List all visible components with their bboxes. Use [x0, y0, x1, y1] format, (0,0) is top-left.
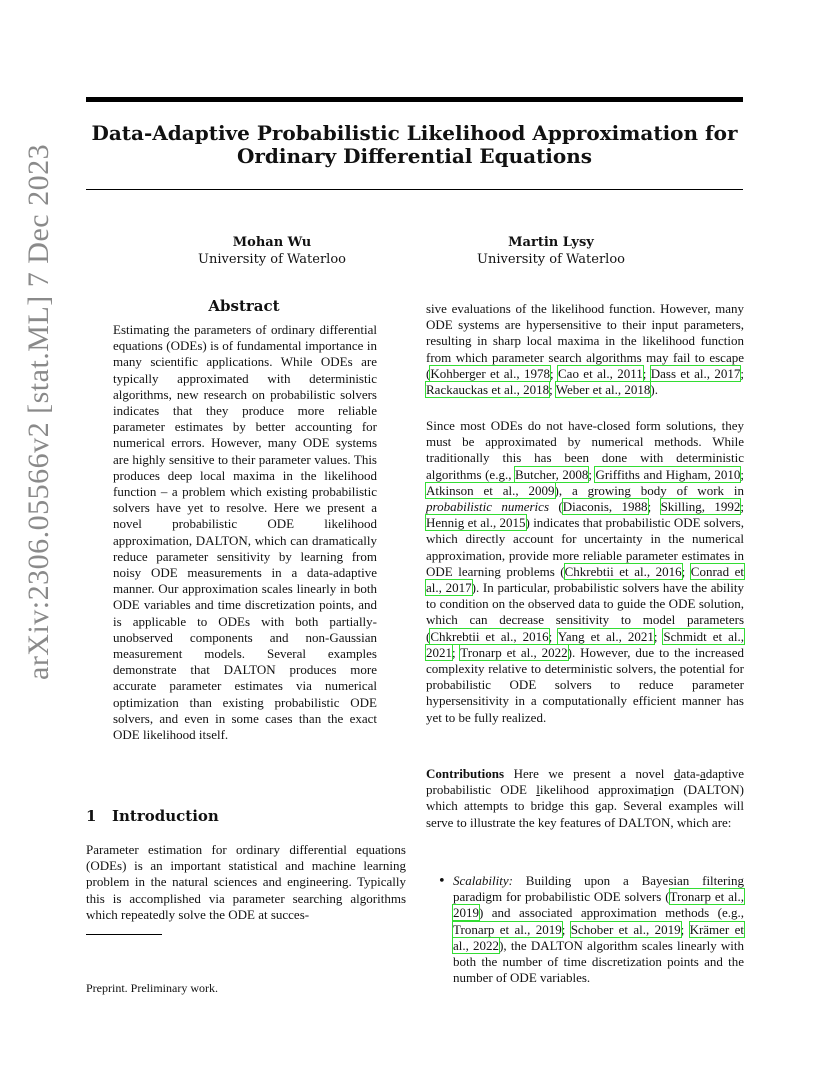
- right-column-paragraph-2: Since most ODEs do not have-closed form solutions, they must be approximated by numerical methods. While traditionally this has been done with deterministic algorithms (e.g., Butcher, 2008; Griffiths and Higham, 2010; Atkinson et al., 2009), a growing body of work in probabilistic numerics (Diaconis, 1988; Skilling, 1992; Hennig et al., 2015) indicates that probabilistic ODE solvers, which directly account for uncertainty in the numerical approximation, provide more reliable parameter estimates in ODE learning problems (Chkrebtii et al., 2016; Conrad et al., 2017). In particular, probabilistic solvers have the ability to condition on the observed data to guide the ODE solution, which can decrease sensitivity to model parameters (Chkrebtii et al., 2016; Yang et al., 2021; Schmidt et al., 2021; Tronarp et al., 2022). However, due to the increased complexity relative to deterministic solvers, the potential for probabilistic ODE solvers to reduce parameter hypersensitivity in a computationally efficient manner has yet to be fully realized.: [426, 418, 744, 725]
- footnote: Preprint. Preliminary work.: [86, 981, 218, 995]
- author-name: Martin Lysy: [508, 235, 594, 250]
- title-bottom-rule: [86, 189, 743, 190]
- citation-link[interactable]: Tronarp et al., 2019: [453, 921, 562, 937]
- author-affiliation: University of Waterloo: [477, 252, 625, 267]
- bullet-item-scalability: Scalability: Building upon a Bayesian filtering paradigm for probabilistic ODE solvers (Tronarp et al., 2019) and associated approximation methods (e.g., Tronarp et al., 2019; Schober et al., 2019; Krämer et al., 2022), the DALTON algorithm scales linearly with both the number of time discretization points and the number of ODE variables.: [453, 873, 744, 986]
- citation-link[interactable]: Cao et al., 2011: [558, 365, 643, 381]
- abstract-heading: Abstract: [208, 297, 280, 315]
- citation-link[interactable]: Krämer et al., 2022: [453, 921, 744, 953]
- citation-link[interactable]: Rackauckas et al., 2018: [426, 382, 550, 398]
- citation-link[interactable]: Schober et al., 2019: [570, 921, 681, 937]
- citation-link[interactable]: Hennig et al., 2015: [426, 515, 526, 531]
- contributions-lead: Contributions: [426, 766, 505, 781]
- author-affiliation: University of Waterloo: [198, 252, 346, 267]
- citation-link[interactable]: Tronarp et al., 2019: [453, 889, 744, 921]
- emphasis-text: probabilistic numerics: [426, 499, 549, 515]
- citation-link[interactable]: Dass et al., 2017: [650, 365, 741, 381]
- citation-link[interactable]: Yang et al., 2021: [557, 628, 654, 644]
- citation-link[interactable]: Chkrebtii et al., 2016: [430, 628, 549, 644]
- abstract-text: Estimating the parameters of ordinary differential equations (ODEs) is of fundamental importance in many scientific applications. While ODEs are typically approximated with deterministic algorithms, new research on probabilistic solvers indicates that they produce more reliable parameter estimates by better accounting for numerical errors. However, many ODE systems are highly sensitive to their parameter values. This produces deep local maxima in the likelihood function – a problem which existing probabilistic solvers have yet to resolve. Here we present a novel probabilistic ODE likelihood approximation, DALTON, which can dramatically reduce parameter sensitivity by learning from noisy ODE measurements in a data-adaptive manner. Our approximation scales linearly in both ODE variables and time discretization points, and is applicable to ODEs with both partially-unobserved components and non-Gaussian measurement models. Several examples demonstrate that DALTON produces more accurate parameter estimates via numerical optimization than existing probabilistic ODE solvers, and even in some cases than the exact ODE likelihood itself.: [113, 322, 377, 743]
- citation-link[interactable]: Skilling, 1992: [660, 499, 741, 515]
- citation-link[interactable]: Butcher, 2008: [514, 466, 589, 482]
- citation-link[interactable]: Schmidt et al., 2021: [426, 628, 744, 660]
- contributions-paragraph: Contributions Here we present a novel data-adaptive probabilistic ODE likelihood approximation (DALTON) which attempts to bridge this gap. Several examples will serve to illustrate the key features of DALTON, which are:: [426, 766, 745, 830]
- section-title: Introduction: [112, 807, 219, 825]
- title-top-rule: [86, 97, 743, 102]
- citation-link[interactable]: Kohberger et al., 1978: [430, 365, 551, 381]
- intro-paragraph: Parameter estimation for ordinary differential equations (ODEs) is an important statistical and machine learning problem in the natural sciences and engineering. Typically this is accomplished via parameter searching algorithms which repeatedly solve the ODE at succes-: [86, 842, 406, 922]
- bullet-label: Scalability:: [453, 873, 513, 888]
- author-name: Mohan Wu: [232, 235, 312, 250]
- footnote-rule: [86, 934, 162, 935]
- citation-link[interactable]: Atkinson et al., 2009: [426, 482, 555, 498]
- section-number: 1: [86, 807, 97, 825]
- right-column-paragraph-1: sive evaluations of the likelihood function. However, many ODE systems are hypersensitive to their input parameters, resulting in sharp local maxima in the likelihood function from which parameter search algorithms may fail to escape (Kohberger et al., 1978; Cao et al., 2011; Dass et al., 2017; Rackauckas et al., 2018; Weber et al., 2018).: [426, 301, 744, 398]
- arxiv-identifier[interactable]: arXiv:2306.05566v2 [stat.ML] 7 Dec 2023: [22, 143, 55, 680]
- citation-link[interactable]: Tronarp et al., 2022: [460, 644, 568, 660]
- author-block-2: [441, 234, 661, 268]
- citation-link[interactable]: Conrad et al., 2017: [426, 563, 744, 596]
- paper-title: Data-Adaptive Probabilistic Likelihood Approximation for Ordinary Differential Equations: [91, 121, 738, 168]
- citation-link[interactable]: Griffiths and Higham, 2010: [595, 466, 741, 482]
- author-block-1: [162, 234, 382, 268]
- citation-link[interactable]: Weber et al., 2018: [555, 382, 651, 398]
- section-heading: [86, 807, 219, 825]
- citation-link[interactable]: Diaconis, 1988: [562, 499, 648, 515]
- bullet-icon: •: [438, 874, 446, 889]
- citation-link[interactable]: Chkrebtii et al., 2016: [564, 563, 682, 579]
